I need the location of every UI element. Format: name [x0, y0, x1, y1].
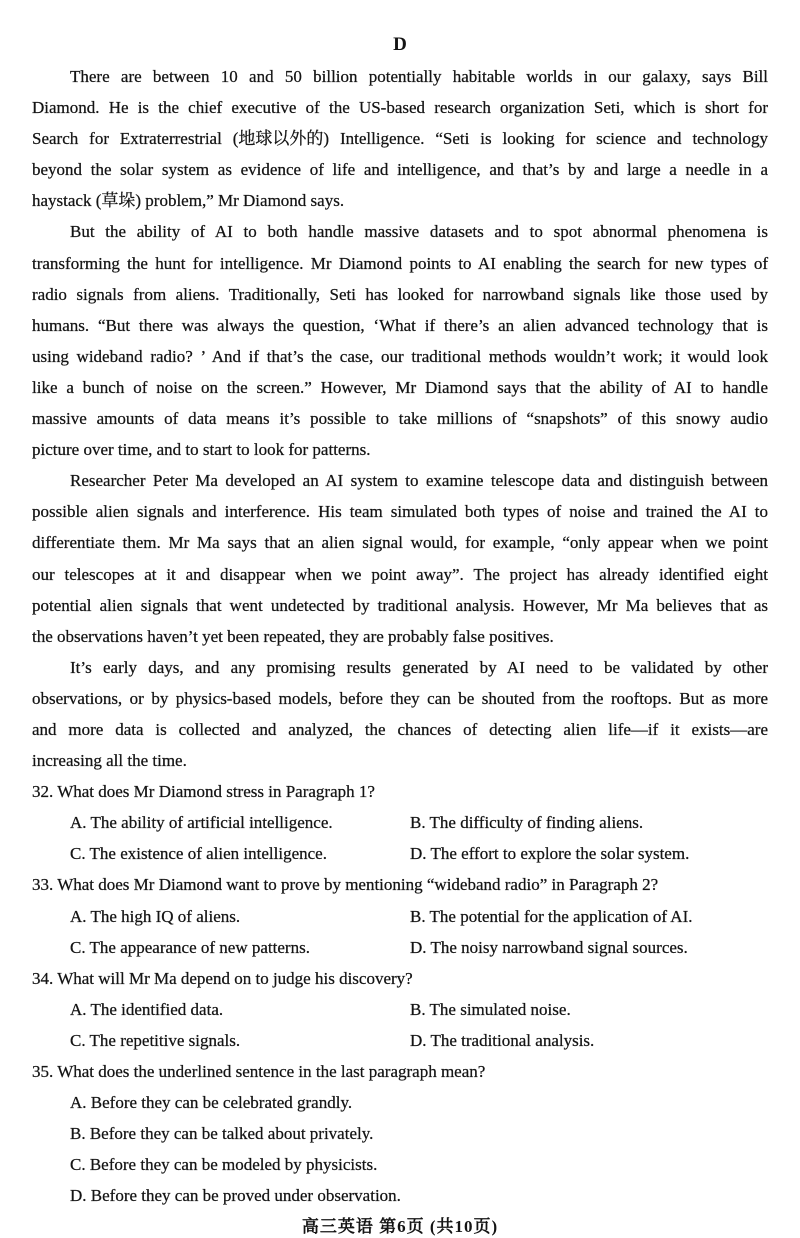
- answer-option: C. The repetitive signals.: [70, 1030, 241, 1050]
- section-title: D: [393, 34, 407, 55]
- paragraph-line: the observations haven’t yet been repeated, they are probably false positives.: [32, 626, 554, 646]
- paragraph-line: There are between 10 and 50 billion potentially habitable worlds in our galaxy, says Bill: [70, 67, 768, 86]
- answer-option: C. The existence of alien intelligence.: [70, 844, 327, 864]
- option-row: [32, 932, 768, 963]
- option-row: [32, 1149, 768, 1180]
- paragraph-line: using wideband radio? ’ And if that’s the case, our traditional methods wouldn’t work; it would look: [32, 346, 768, 366]
- paragraph-line: observations, or by physics-based models, before they can be shouted from the rooftops. But as more: [32, 688, 768, 708]
- question-stem: 32. What does Mr Diamond stress in Paragraph 1?: [32, 782, 375, 802]
- paragraph-line: potential alien signals that went undetected by traditional analysis. However, Mr Ma believes that as: [32, 595, 768, 615]
- paragraph-line: radio signals from aliens. Traditionally, Seti has looked for narrowband signals like those used by: [32, 284, 768, 304]
- answer-option: D. Before they can be proved under observation.: [70, 1186, 401, 1206]
- answer-option: A. The ability of artificial intelligence.: [70, 813, 333, 833]
- option-row: [32, 838, 768, 869]
- paragraph-line: Search for Extraterrestrial (地球以外的) Intelligence. “Seti is looking for science and technology: [32, 129, 768, 149]
- answer-option: A. The high IQ of aliens.: [70, 906, 241, 926]
- answer-option: C. The appearance of new patterns.: [70, 937, 310, 957]
- paragraph-line: like a bunch of noise on the screen.” However, Mr Diamond says that the ability of AI to handle: [32, 377, 768, 397]
- option-row: [32, 1118, 768, 1149]
- answer-option: A. The identified data.: [70, 999, 224, 1019]
- option-row: [32, 1025, 768, 1056]
- answer-option: A. Before they can be celebrated grandly.: [70, 1093, 353, 1113]
- paragraph-line: humans. “But there was always the question, ‘What if there’s an alien advanced technology that is: [32, 315, 768, 335]
- answer-option: C. Before they can be modeled by physicists.: [70, 1155, 378, 1175]
- option-row: [32, 807, 768, 838]
- page-footer: 高三英语 第6页 (共10页): [301, 1217, 499, 1236]
- question-33: [32, 869, 768, 962]
- paragraph-line: transforming the hunt for intelligence. Mr Diamond points to AI enabling the search for new types of: [32, 253, 768, 273]
- question-stem: 34. What will Mr Ma depend on to judge his discovery?: [32, 968, 413, 988]
- passage-and-questions: [32, 61, 768, 1211]
- question-32: [32, 776, 768, 869]
- answer-option: D. The traditional analysis.: [410, 1030, 595, 1050]
- paragraph-line: Diamond. He is the chief executive of the US-based research organization Seti, which is short for: [32, 98, 768, 118]
- paragraph-line: It’s early days, and any promising results generated by AI need to be validated by other: [70, 657, 768, 677]
- paragraph-line: picture over time, and to start to look for patterns.: [32, 440, 371, 460]
- paragraph-line: massive amounts of data means it’s possible to take millions of “snapshots” of this snowy audio: [32, 409, 768, 429]
- paragraph-line: But the ability of AI to both handle massive datasets and to spot abnormal phenomena is: [70, 222, 768, 242]
- question-stem: 35. What does the underlined sentence in the last paragraph mean?: [32, 1062, 486, 1081]
- paragraph-4: [32, 652, 768, 776]
- paragraph-line: our telescopes at it and disappear when we point away”. The project has already identified eight: [32, 564, 768, 584]
- answer-option: D. The noisy narrowband signal sources.: [410, 937, 688, 957]
- option-row: [32, 1087, 768, 1118]
- paragraph-line: beyond the solar system as evidence of life and intelligence, and that’s by and large a needle in a: [32, 160, 768, 180]
- paragraph-line: haystack (草垛) problem,” Mr Diamond says.: [32, 191, 345, 211]
- option-row: [32, 1180, 768, 1211]
- paragraph-line: and more data is collected and analyzed, the chances of detecting alien life—if it exists—are: [32, 719, 768, 739]
- paragraph-line: Researcher Peter Ma developed an AI system to examine telescope data and distinguish between: [70, 471, 768, 491]
- paragraph-2: [32, 216, 768, 465]
- paragraph-1: [32, 61, 768, 216]
- question-34: [32, 963, 768, 1056]
- option-row: [32, 901, 768, 932]
- paragraph-3: [32, 465, 768, 652]
- question-35: [32, 1056, 768, 1211]
- answer-option: B. The potential for the application of AI.: [410, 906, 693, 926]
- answer-option: B. The simulated noise.: [410, 999, 571, 1019]
- answer-option: D. The effort to explore the solar system.: [410, 844, 690, 864]
- question-stem: 33. What does Mr Diamond want to prove by mentioning “wideband radio” in Paragraph 2?: [32, 875, 659, 895]
- option-row: [32, 994, 768, 1025]
- answer-option: B. Before they can be talked about privately.: [70, 1124, 374, 1144]
- paragraph-line: differentiate them. Mr Ma says that an alien signal would, for example, “only appear when we point: [32, 533, 768, 553]
- answer-option: B. The difficulty of finding aliens.: [410, 813, 644, 833]
- paragraph-line: increasing all the time.: [32, 751, 187, 771]
- paragraph-line: possible alien signals and interference. His team simulated both types of noise and trained the AI to: [32, 502, 768, 522]
